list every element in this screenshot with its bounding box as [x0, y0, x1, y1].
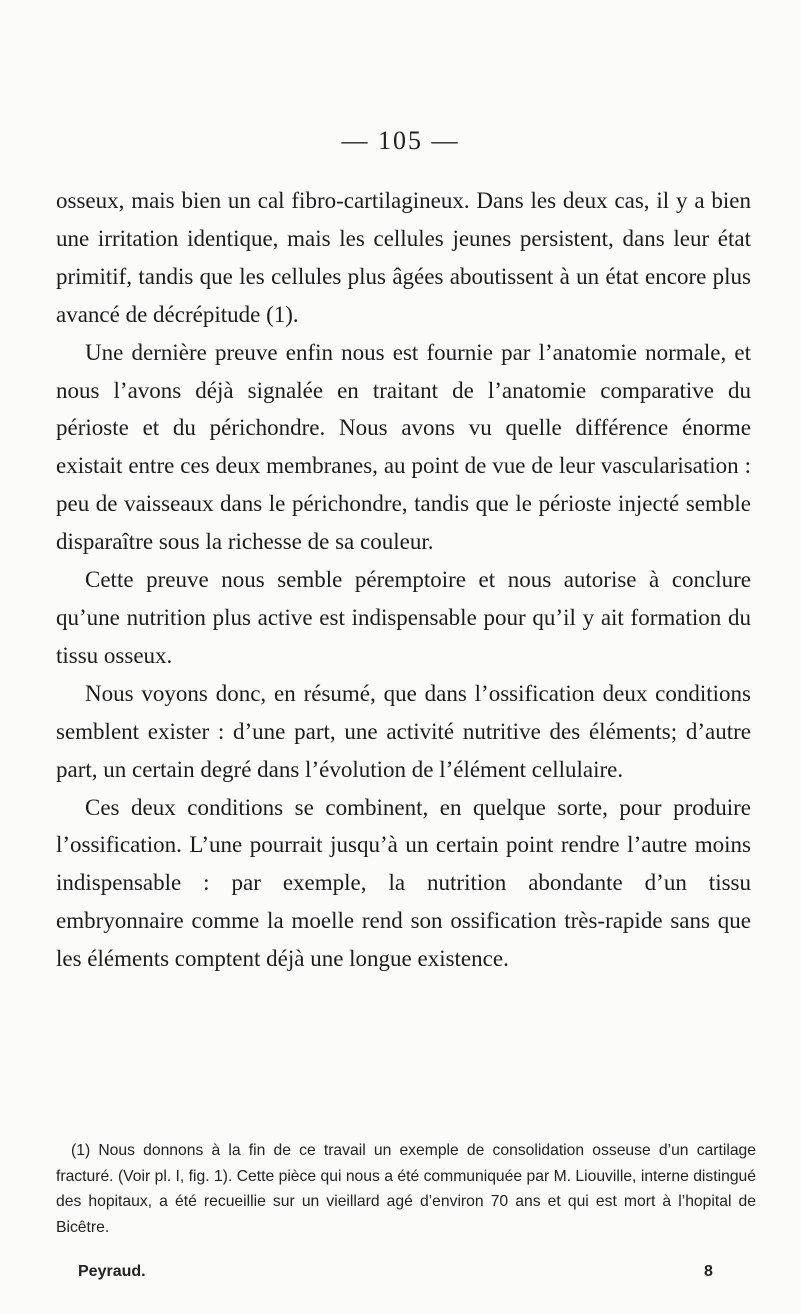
paragraph: Une dernière preuve enfin nous est fournie par l’anatomie normale, et nous l’avons déjà signalée en traitant de l’anatomie comparative du périoste et du périchondre. Nous avons vu quelle différence énorme existait entre ces deux membranes, au point de vue de leur vascularisation : peu de vaisseaux dans le périchondre, tandis que le périoste injecté semble disparaître sous la richesse de sa couleur.	[56, 339, 751, 555]
footnote	[56, 1138, 756, 1240]
running-head: — 105 —	[341, 126, 460, 155]
paragraph: Nous voyons donc, en résumé, que dans l’ossification deux conditions semblent exister : d’une part, une activité nutritive des éléments; d’autre part, un certain degré dans l’évolution de l’élément cellulaire.	[56, 680, 751, 782]
paragraph: Ces deux conditions se combinent, en quelque sorte, pour produire l’ossification. L’une pourrait jusqu’à un certain point rendre l’autre moins indispensable : par exemple, la nutrition abondante d’un tissu embryonnaire comme la moelle rend son ossification très-rapide sans que les éléments comptent déjà une longue existence.	[56, 794, 751, 972]
footnote-text: (1) Nous donnons à la fin de ce travail un exemple de consolidation osseuse d’un cartilage fracturé. (Voir pl. I, fig. 1). Cette pièce qui nous a été communiquée par M. Liouville, interne distingué des hopitaux, a été recueillie sur un vieillard agé d’environ 70 ans et qui est mort à l’hopital de Bicêtre.	[56, 1142, 756, 1236]
body-text	[56, 182, 751, 978]
paragraph: Cette preuve nous semble péremptoire et nous autorise à conclure qu’une nutrition plus active est indispensable pour qu’il y ait formation du tissu osseux.	[56, 567, 751, 668]
signature-author: Peyraud.	[78, 1263, 146, 1280]
signature-mark: 8	[704, 1263, 713, 1280]
paragraph: osseux, mais bien un cal fibro-cartilagineux. Dans les deux cas, il y a bien une irritation identique, mais les cellules jeunes persistent, dans leur état primitif, tandis que les cellules plus âgées aboutissent à un état encore plus avancé de décrépitude (1).	[56, 188, 751, 327]
